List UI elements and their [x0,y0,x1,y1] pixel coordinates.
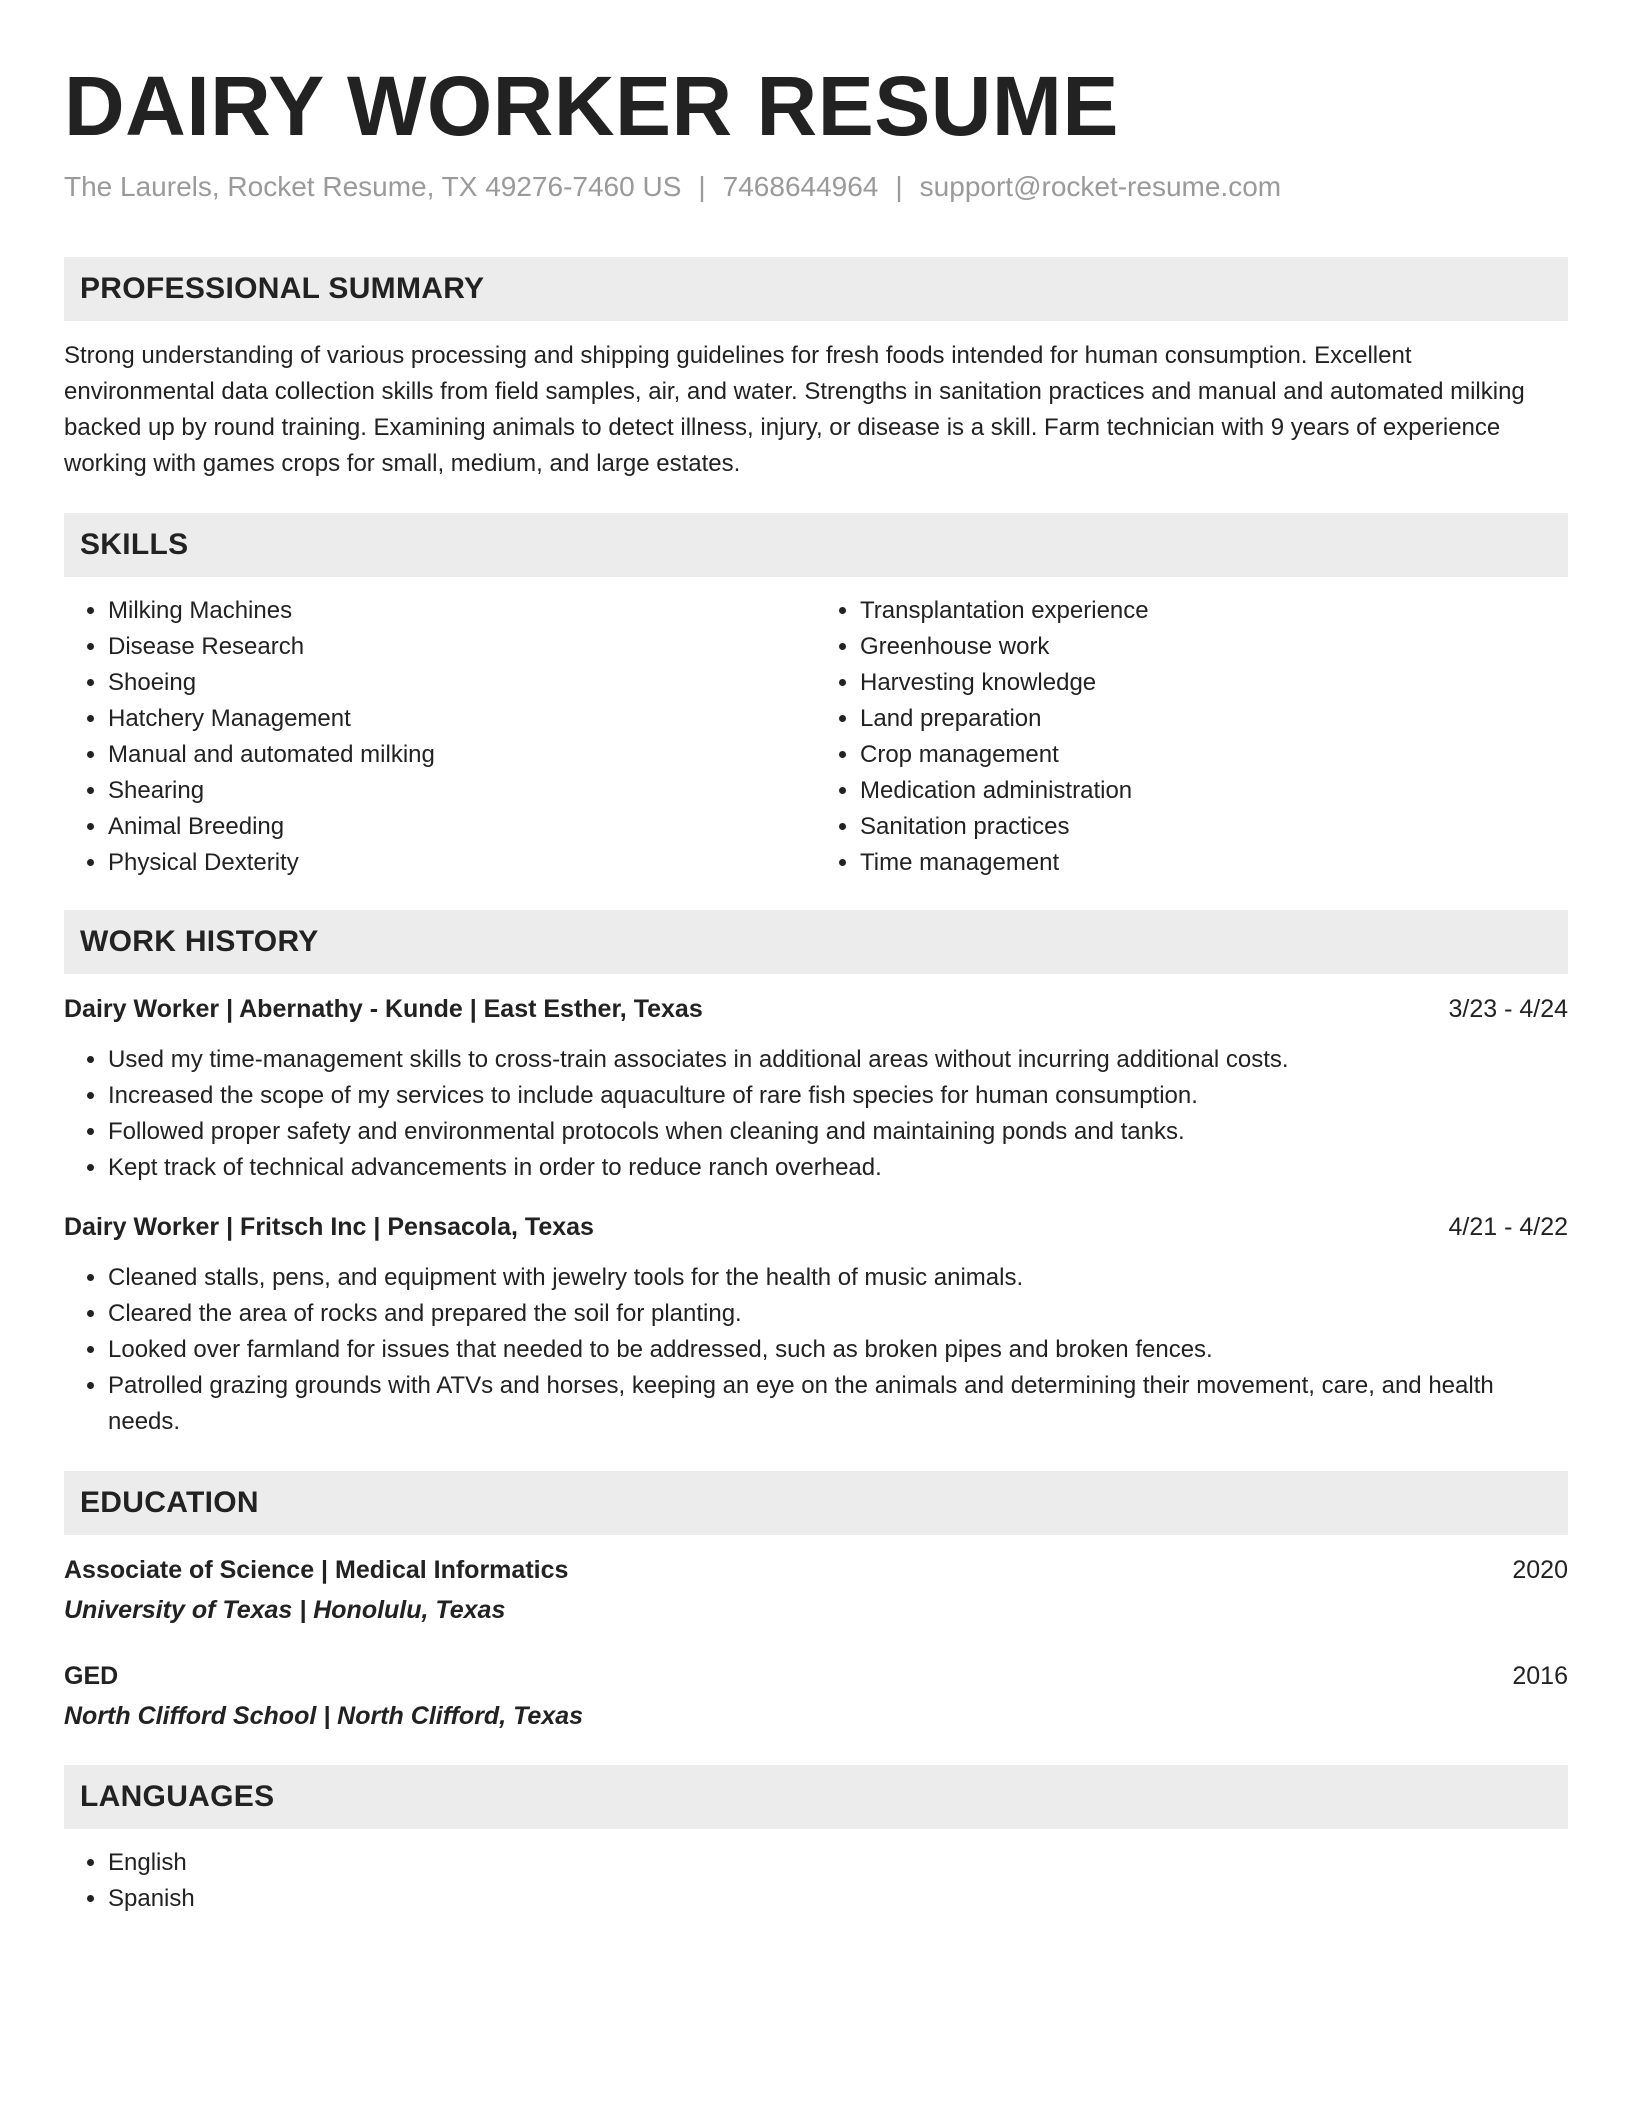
education-heading-row [64,1659,1568,1693]
language-item: • English [108,1845,1568,1881]
skill-item: • Sanitation practices [860,809,1568,845]
skills-list [64,593,1568,881]
resume-title: DAIRY WORKER RESUME [64,59,1119,153]
job-dates: 4/21 - 4/22 [1448,1213,1568,1241]
contact-separator: | [698,171,706,202]
job-bullet: • Followed proper safety and environmental protocols when cleaning and maintaining ponds and tanks. [108,1114,1568,1150]
job-bullet: • Kept track of technical advancements in order to reduce ranch overhead. [108,1150,1568,1186]
job-bullet: • Cleaned stalls, pens, and equipment with jewelry tools for the health of music animals. [108,1260,1568,1296]
summary-text: Strong understanding of various processing and shipping guidelines for fresh foods intended for human consumption. Excellent environmental data collection skills from field samples, air, and water. Strengths in sanitation practices and manual and automated milking backed up by round training. Examining animals to detect illness, injury, or disease is a skill. Farm technician with 9 years of experience working with games crops for small, medium, and large estates. [64,342,1525,477]
skills-column-right [816,593,1568,881]
contact-address: The Laurels, Rocket Resume, TX 49276-7460 US [64,171,682,202]
job-dates: 3/23 - 4/24 [1448,995,1568,1023]
skill-item: • Harvesting knowledge [860,665,1568,701]
education-degree: Associate of Science | Medical Informatics [64,1556,569,1584]
section-header-summary: PROFESSIONAL SUMMARY [64,257,1568,321]
skill-item: • Medication administration [860,773,1568,809]
job-entry [64,992,1568,1186]
section-header-education: EDUCATION [64,1471,1568,1535]
skill-item: • Land preparation [860,701,1568,737]
skill-item: • Physical Dexterity [108,845,816,881]
skill-item: • Disease Research [108,629,816,665]
resume-page [64,0,1568,1917]
job-heading-row [64,1210,1568,1244]
education-year: 2020 [1512,1556,1568,1584]
skills-column-left [64,593,816,881]
education-entry [64,1553,1568,1627]
contact-line [64,170,1568,204]
skill-item: • Hatchery Management [108,701,816,737]
skill-item: • Shearing [108,773,816,809]
education-heading-row [64,1553,1568,1587]
contact-separator: | [895,171,903,202]
skill-item: • Greenhouse work [860,629,1568,665]
section-header-work-history: WORK HISTORY [64,910,1568,974]
languages-list [64,1845,1568,1917]
job-bullets [64,1042,1568,1186]
job-bullet: • Patrolled grazing grounds with ATVs and horses, keeping an eye on the animals and determining their movement, care, and health needs. [108,1368,1568,1440]
contact-phone: 7468644964 [722,171,879,202]
skill-item: • Animal Breeding [108,809,816,845]
education-degree: GED [64,1662,119,1690]
education-year: 2016 [1512,1662,1568,1690]
job-heading-row [64,992,1568,1026]
job-bullet: • Looked over farmland for issues that needed to be addressed, such as broken pipes and broken fences. [108,1332,1568,1368]
education-entry [64,1659,1568,1733]
section-header-skills: SKILLS [64,513,1568,577]
skill-item: • Transplantation experience [860,593,1568,629]
job-bullet: • Cleared the area of rocks and prepared the soil for planting. [108,1296,1568,1332]
job-entry [64,1210,1568,1440]
education-school: University of Texas | Honolulu, Texas [64,1596,506,1624]
language-item: • Spanish [108,1881,1568,1917]
skill-item: • Milking Machines [108,593,816,629]
job-bullet: • Increased the scope of my services to include aquaculture of rare fish species for human consumption. [108,1078,1568,1114]
skill-item: • Crop management [860,737,1568,773]
skill-item: • Shoeing [108,665,816,701]
skill-item: • Time management [860,845,1568,881]
job-bullets [64,1260,1568,1440]
job-bullet: • Used my time-management skills to cross-train associates in additional areas without incurring additional costs. [108,1042,1568,1078]
contact-email: support@rocket-resume.com [919,171,1282,202]
skill-item: • Manual and automated milking [108,737,816,773]
education-school: North Clifford School | North Clifford, Texas [64,1702,584,1730]
job-title: Dairy Worker | Abernathy - Kunde | East Esther, Texas [64,995,703,1023]
section-header-languages: LANGUAGES [64,1765,1568,1829]
job-title: Dairy Worker | Fritsch Inc | Pensacola, Texas [64,1213,594,1241]
